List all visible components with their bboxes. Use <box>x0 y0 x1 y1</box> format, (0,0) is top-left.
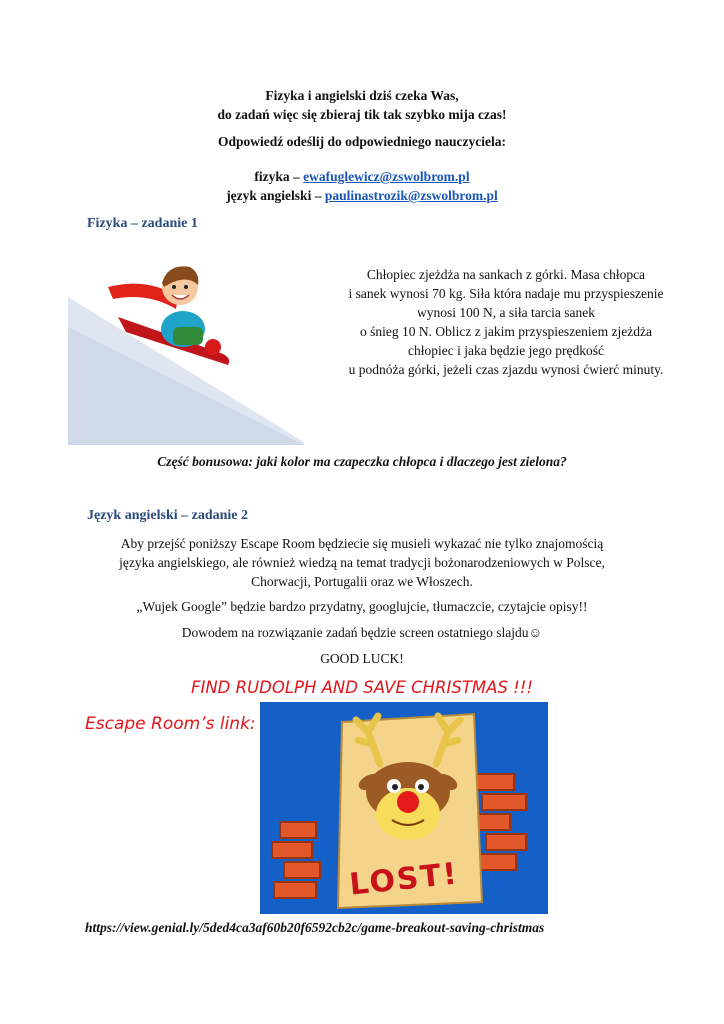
task2-heading: Język angielski – zadanie 2 <box>87 508 249 523</box>
escape-room-url[interactable]: https://view.genial.ly/5ded4ca3af60b20f6592cb2c/game-breakout-saving-christmas <box>85 920 545 935</box>
task1-line: chłopiec i jaka będzie jego prędkość <box>407 343 605 358</box>
google-hint: „Wujek Google” będzie bardzo przydatny, googlujcie, tłumaczcie, czytajcie opisy!! <box>136 599 588 614</box>
poster-lost-text: LOST! <box>347 856 461 903</box>
physics-label: fizyka – <box>254 169 304 184</box>
task1-line: o śnieg 10 N. Oblicz z jakim przyspieszeniem zjeżdża <box>359 324 653 339</box>
good-luck: GOOD LUCK! <box>320 651 404 666</box>
english-email-link[interactable]: paulinastrozik@zswolbrom.pl <box>324 188 498 203</box>
bonus-question: Część bonusowa: jaki kolor ma czapeczka chłopca i dlaczego jest zielona? <box>157 454 567 469</box>
task1-line: u podnóża górki, jeżeli czas zjazdu wynosi ćwierć minuty. <box>348 362 664 377</box>
english-label: język angielski – <box>226 188 325 203</box>
task1-heading: Fizyka – zadanie 1 <box>87 216 198 231</box>
task2-intro-line: Chorwacji, Portugalii oraz we Włoszech. <box>251 574 473 589</box>
task2-intro-line: języka angielskiego, ale również wiedzą na temat tradycji bożonarodzeniowych w Polsce, <box>119 555 605 570</box>
physics-contact <box>0 167 724 186</box>
task1-line: i sanek wynosi 70 kg. Siła która nadaje mu przyspieszenie <box>348 286 664 301</box>
task1-text <box>308 265 704 379</box>
task2-intro-line: Aby przejść poniższy Escape Room będziecie się musieli wykazać nie tylko znajomością <box>120 536 604 551</box>
task1-line: Chłopiec zjeżdża na sankach z górki. Masa chłopca <box>366 267 646 282</box>
task2-intro <box>40 534 684 591</box>
physics-email-link[interactable]: ewafuglewicz@zswolbrom.pl <box>303 169 470 184</box>
task1-line: wynosi 100 N, a siła tarcia sanek <box>416 305 596 320</box>
proof-line: Dowodem na rozwiązanie zadań będzie screen ostatniego slajdu☺ <box>181 625 543 640</box>
sledding-boy-image <box>68 257 304 445</box>
banner-title: FIND RUDOLPH AND SAVE CHRISTMAS !!! <box>190 678 534 697</box>
lost-reindeer-poster[interactable] <box>260 702 548 914</box>
escape-room-link-label: Escape Room’s link: <box>85 714 256 734</box>
english-contact <box>0 186 724 205</box>
header-line-1: Fizyka i angielski dziś czeka Was, <box>265 88 459 103</box>
header-line-2: do zadań więc się zbieraj tik tak szybko mija czas! <box>217 107 507 122</box>
header-line-3: Odpowiedź odeślij do odpowiedniego nauczyciela: <box>217 134 506 149</box>
